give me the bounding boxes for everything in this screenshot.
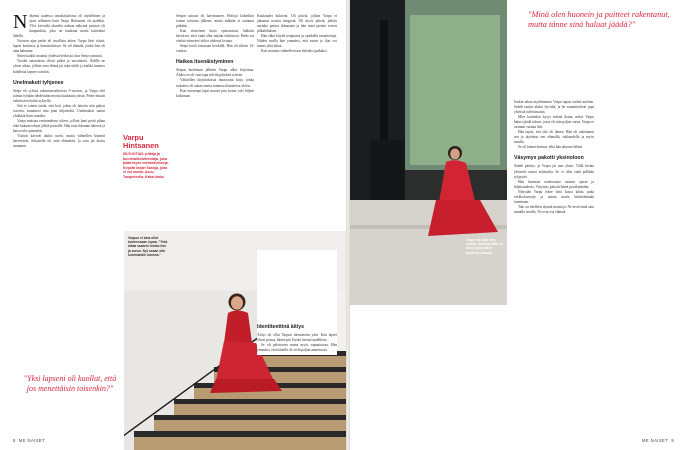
magazine-name-left: ME NAISET	[18, 438, 46, 443]
pull-quote-right: "Minä olen huonein ja puitteet rakentanut, mutta tänne sinä haluat jäädä?"	[528, 10, 670, 29]
profile-name-last: Hintsanen	[123, 141, 159, 151]
left-column-3-lower: Identiteettinä äitiys Äitiys oli ollut Varpun identiteetin ydin. Kun lapset olivat poissa, hänen piti löytää itsensä uudelleen. Se oli pelottavaa mutta myös vapauttavaa. Hän ymmärsi, että hänellä oli vielä paljon annettavaa.	[257, 250, 337, 355]
profile-bio: 65-VUOTIAS yrittäjä ja tunnetaitovalmentaja, joka pitää myös verkkokursseja. Kirjoitti kirjan Sanoja, joita ei voi sanoa. Asuu Tampereella. Kaksi lasta.	[123, 152, 169, 179]
drop-cap: N	[13, 11, 28, 33]
left-column-3: Kuukaudet kuluivat. Oli päiviä, jolloin Varpu ei jaksanut nousta sängystä. Oli myös päiviä, jolloin aurinko paistoi ikkunasta ja hän tunsi pienen toivon pilkahduksen. Hän alkoi käydä terapiassa ja opiskella tunnetaitoja. Niiden avulla hän ymmärsi, että surun ja ilon voi tuntea yhtä aikaa. Koti muuttui vähitellen taas eläväksi paikaksi.	[257, 14, 337, 54]
pull-quote-left: "Yksi lapseni oli kuollut, että jos menettäisin toisenkin?"	[23, 374, 117, 393]
fireplace-photo-caption: Varpu on ollut aina sinkku. Sisäköyhälle on ollut myös tullen puolison kanssa.	[466, 238, 504, 255]
profile-sidebar	[123, 134, 171, 179]
fireplace-photo-illustration	[350, 0, 507, 305]
stairs-photo-caption: Varpun ei aina ollut tunteessaan lupaa. "Yhtä aikaa saatoin tuntea ilon ja surun. Nyt osaan olla kummankin kanssa."	[128, 236, 168, 257]
subhead-unelmakoti: Unelmakoti tyhjenee	[13, 79, 64, 86]
left-page	[0, 0, 346, 450]
profile-name-first: Varpu	[123, 133, 144, 142]
subhead-identiteetti: Identiteettinä äitiys	[257, 324, 304, 330]
right-column-1: Jonkin aikaa myöhemmin Varpu tapasi uuden miehen. Suhde tuntui aluksi hyvältä, ja he suunnittelivat jopa yhteistä tulevaisuutta. Mies kuitenkin kysyi eräänä iltana, miksi Varpu halusi jäädä taloon, jossa oli niin paljon surua. Varpu ei osannut vastata heti. Hän tajusi, että talo oli hänen. Hän oli rakentanut sen ja täyttänyt sen elämällä, rakkaudella ja myös surulla. Se oli hänen kotinsa, eikä hän aikonut lähteä. Väsymys pakotti yksinoloon Suhde päättyi, ja Varpu jäi taas yksin. Tällä kertaa yksinolo tuntui erilaiselta. Se ei ollut enää pelkkää tyhjyyttä. Hän huomasi nauttivansa omasta ajasta ja hiljaisuudesta. Väsymys pakotti hänet pysähtymään. Nykyään Varpu tekee töitä kotoa käsin, pitää verkkokursseja ja auttaa muita käsittelemään tunteitaan. Talo on edelleen täynnä muistoja. Ne eivät enää satu samalla tavalla. Ne ovat osa elämää.	[514, 100, 594, 214]
fireplace-photo	[350, 0, 507, 305]
subhead-vasymys: Väsymys pakotti yksinoloon	[514, 155, 584, 162]
page-number-left: 8	[13, 438, 16, 443]
left-column-1: Näkymä uudessa omakotitalossa oli täydellinen ja juuri sellainen kuin Varpu Hintsanen oli ajatellut. Ylös kiviseltä alueelta aukeaa näkymä puiston yli kaupunkiin, joka on kaukana mutta kuitenkin lähellä. Vuosien ajan perhe eli tavallista arkea. Varpu kävi töissä, lapset koulussa ja harrastuksissa. Se oli elämää, jonka hän oli aina halunnut. Sitten kaikki muuttui yhdessä hetkessä, kun Senja sairastui. Vuodet sairaalassa olivat pitkiä ja uuvuttavia. Äidille ne olivat aikaa, jolloin oma elämä jäi taka-alalle ja kaikki huomio kohdistui lapsen vointiin. Unelmakoti tyhjenee Senja oli sylissä rakennusvaiheessa 9-vuotias, ja Varpu ehti toimia työtään tehdessään monta kuukautta yksin. Perhe muutti valmiiseen kotiin syksyllä. Sitä ei voinut tietää, että koti, johon oli laitettu niin paljon toiveita, muuttuisi niin pian hiljaiseksi. Unelmakoti tuntui yhtäkkiä liian suurelta. Varpu muistaa ensimmäisen talven, jolloin lumi peitti pihan eikä kukaan tehnyt jälkiä portaille. Hän istui ikkunan ääressä ja katsoi ulos pimeään. Ystävät kävivät aluksi usein, mutta vähitellen käynnit harvenivat. Jokaisella oli oma elämänsä, ja suru jäi kotiin asumaan.	[13, 11, 105, 149]
right-page	[350, 0, 696, 450]
magazine-name-right: ME NAISET	[642, 438, 669, 443]
left-folio	[13, 438, 45, 443]
right-folio	[642, 438, 674, 443]
page-number-right: 9	[671, 438, 675, 443]
subhead-haikea: Haikea itsenäistyminen	[176, 59, 234, 66]
left-column-2: Senjan sairaus oli harvinainen. Hoitoja kokeiltiin toinen toisensa jälkeen, mutta mikään ei auttanut pitkään. Kun viimeinen hoito epäonnistui, lääkärit kertoivat, ettei enää ollut mitään tehtävissä. Perhe sai viettää viimeiset viikot yhdessä kotona. Senja kuoli kotonaan keväällä. Hän oli silloin 14-vuotias. Haikea itsenäistyminen Senjan kuoleman jälkeen Varpu alkoi kirjoittaa. Aluksi se oli vain tapa selvitä päivästä toiseen. Vähitellen kirjoituksista muotoutui kirja, jonka tarkoitus oli auttaa muita samassa tilanteessa olevia. Kun nuorempi lapsi muutti pois kotoa, talo hiljeni kokonaan.	[176, 14, 254, 98]
